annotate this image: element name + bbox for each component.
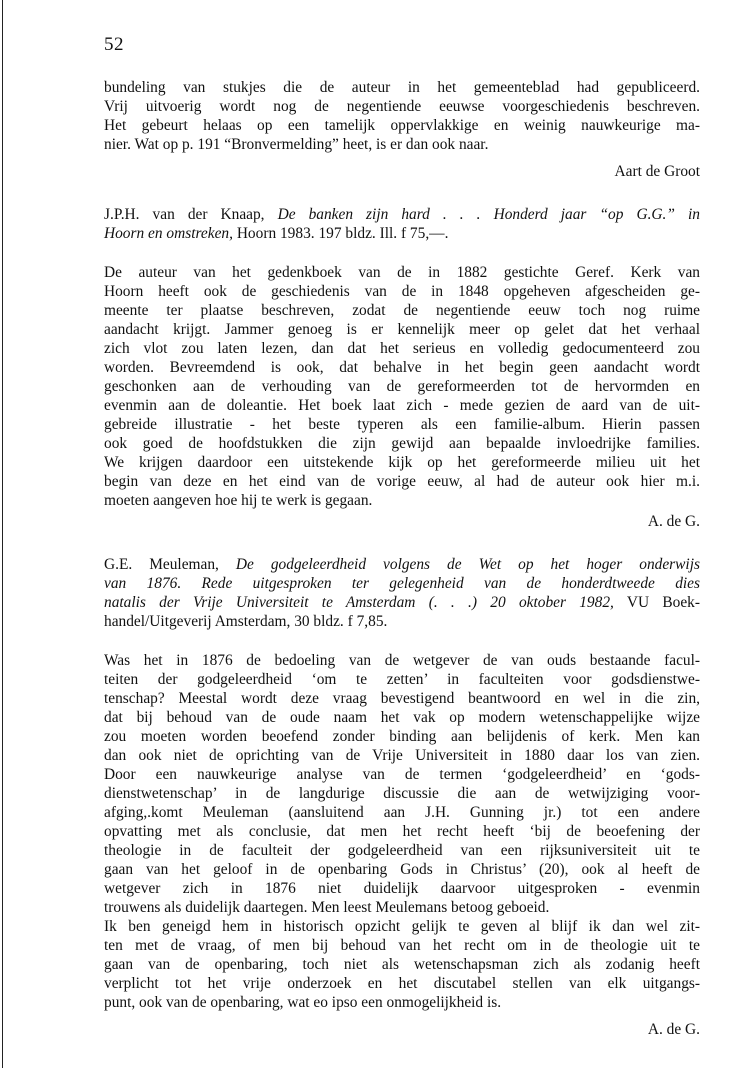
review2-body-line: gaan van het geloof in de openbaring Gods in Christus’ (20), ook al heeft de: [104, 861, 700, 878]
review1-body-line: evenmin aan de doleantie. Het boek laat zich - mede gezien de aard van de uit-: [104, 397, 700, 414]
review2-body-line: theologie in de faculteit der godgeleerdheid van een rijksuniversiteit uit te: [104, 842, 700, 859]
review2-author: G.E. Meuleman,: [104, 556, 219, 573]
review1-body-line: Hoorn heeft ook de geschiedenis van de in 1848 opgeheven afgescheiden ge-: [104, 283, 700, 300]
review1-body-line: geschonken aan de verhouding van de gereformeerden tot de hervormden en: [104, 378, 700, 395]
review1-body-line: worden. Bevreemdend is ook, dat behalve in het begin geen aandacht wordt: [104, 359, 700, 376]
review2-citation-line2: [104, 574, 700, 593]
intro-signature: Aart de Groot: [614, 163, 700, 180]
review2-body-line: dienstwetenschap’ in de langdurige discussie die aan de wetwijziging voor-: [104, 785, 700, 802]
review1-body-line: aandacht krijgt. Jammer genoeg is er kennelijk meer op gelet dat het verhaal: [104, 321, 700, 338]
review2-body-line: teiten der godgeleerdheid ‘om te zetten’ in faculteiten voor godsdienstwe-: [104, 671, 700, 688]
review1-citation-line2: [104, 224, 700, 243]
review1-title-cont: Hoorn en omstreken,: [104, 225, 233, 242]
review1-author: J.P.H. van der Knaap,: [104, 206, 265, 223]
review2-citation-line1: [104, 555, 700, 574]
review1-body-line: meente ter plaatse beschreven, zodat de negentiende eeuw toch nog ruime: [104, 302, 700, 319]
review2-body-line: wetgever zich in 1876 niet duidelijk daarvoor uitgesproken - evenmin: [104, 880, 700, 897]
review1-citation-line1: [104, 205, 700, 224]
review1-body-line: De auteur van het gedenkboek van de in 1882 gestichte Geref. Kerk van: [104, 264, 700, 281]
intro-line: bundeling van stukjes die de auteur in het gemeenteblad had gepubliceerd.: [104, 79, 700, 96]
review2-body-line: dan ook niet de oprichting van de Vrije Universiteit in 1880 daar los van zien.: [104, 747, 700, 764]
review2-signature: A. de G.: [647, 1021, 700, 1038]
intro-line: Het gebeurt helaas op een tamelijk oppervlakkige en weinig nauwkeurige ma-: [104, 117, 700, 134]
review2-body-line: Ik ben geneigd hem in historisch opzicht gelijk te geven al blijf ik dan wel zit-: [104, 918, 700, 935]
review2-title-cont: natalis der Vrije Universiteit te Amsterdam (. . .) 20 oktober 1982,: [104, 594, 614, 611]
review2-citation-line4: handel/Uitgeverij Amsterdam, 30 bldz. f 7,85.: [104, 613, 388, 630]
intro-line: Vrij uitvoerig wordt nog de negentiende eeuwse voorgeschiedenis beschreven.: [104, 98, 700, 115]
review2-title-cont: van 1876. Rede uitgesproken ter gelegenheid van de honderdtweede dies: [104, 575, 700, 592]
review2-title: De godgeleerdheid volgens de Wet op het hoger onderwijs: [235, 556, 700, 573]
review2-body-line: Door een nauwkeurige analyse van de termen ‘godgeleerdheid’ en ‘gods-: [104, 766, 700, 783]
intro-line: nier. Wat op p. 191 “Bronvermelding” heet, is er dan ook naar.: [104, 136, 489, 153]
review1-body-line: zich vlot zou laten lezen, dan dat het serieus en volledig gedocumenteerd zou: [104, 340, 700, 357]
review2-body-line: ten met de vraag, of men bij behoud van het recht om in de theologie uit te: [104, 937, 700, 954]
page-number: 52: [104, 34, 124, 55]
review2-body-line: afging,.komt Meuleman (aansluitend aan J.H. Gunning jr.) tot een andere: [104, 804, 700, 821]
review2-body-line: punt, ook van de openbaring, wat eo ipso een onmogelijkheid is.: [104, 994, 502, 1011]
review2-body-line: zou moeten worden beoefend zonder binding aan belijdenis of kerk. Men kan: [104, 728, 700, 745]
review1-body-line: begin van deze en het eind van de vorige eeuw, al had de auteur ook hier m.i.: [104, 473, 700, 490]
page-edge-line: [2, 0, 3, 1068]
review2-body-line: gaan van de openbaring, toch niet als wetenschapsman zich als zodanig heeft: [104, 956, 700, 973]
review2-publisher: VU Boek-: [626, 594, 700, 611]
review2-citation-line3: [104, 593, 700, 612]
review1-title: De banken zijn hard . . . Honderd jaar “op G.G.” in: [277, 206, 700, 223]
review2-body-line: trouwens als duidelijk daartegen. Men leest Meulemans betoog geboeid.: [104, 899, 550, 916]
review2-body-line: opvatting met als conclusie, dat men het recht heeft ‘bij de beoefening der: [104, 823, 700, 840]
review1-body-line: We krijgen daardoor een uitstekende kijk op het gereformeerde milieu uit het: [104, 454, 700, 471]
review1-body-line: moeten aangeven hoe hij te werk is gegaan.: [104, 492, 373, 509]
review2-body-line: Was het in 1876 de bedoeling van de wetgever de van ouds bestaande facul-: [104, 652, 700, 669]
review2-body-line: verplicht tot het vrije onderzoek en het discutabel stellen van elk uitgangs-: [104, 975, 700, 992]
review1-publication: Hoorn 1983. 197 bldz. Ill. f 75,—.: [236, 225, 449, 242]
review2-body-line: tenschap? Meestal wordt deze vraag bevestigend beantwoord en wel in die zin,: [104, 690, 700, 707]
review1-signature: A. de G.: [647, 513, 700, 530]
review1-body-line: gebreide illustratie - het beste typeren als een familie-album. Hierin passen: [104, 416, 700, 433]
review1-body-line: ook goed de hoofdstukken die zijn gewijd aan bepaalde invloedrijke families.: [104, 435, 700, 452]
review2-body-line: dat bij behoud van de oude naam het vak op modern wetenschappelijke wijze: [104, 709, 700, 726]
